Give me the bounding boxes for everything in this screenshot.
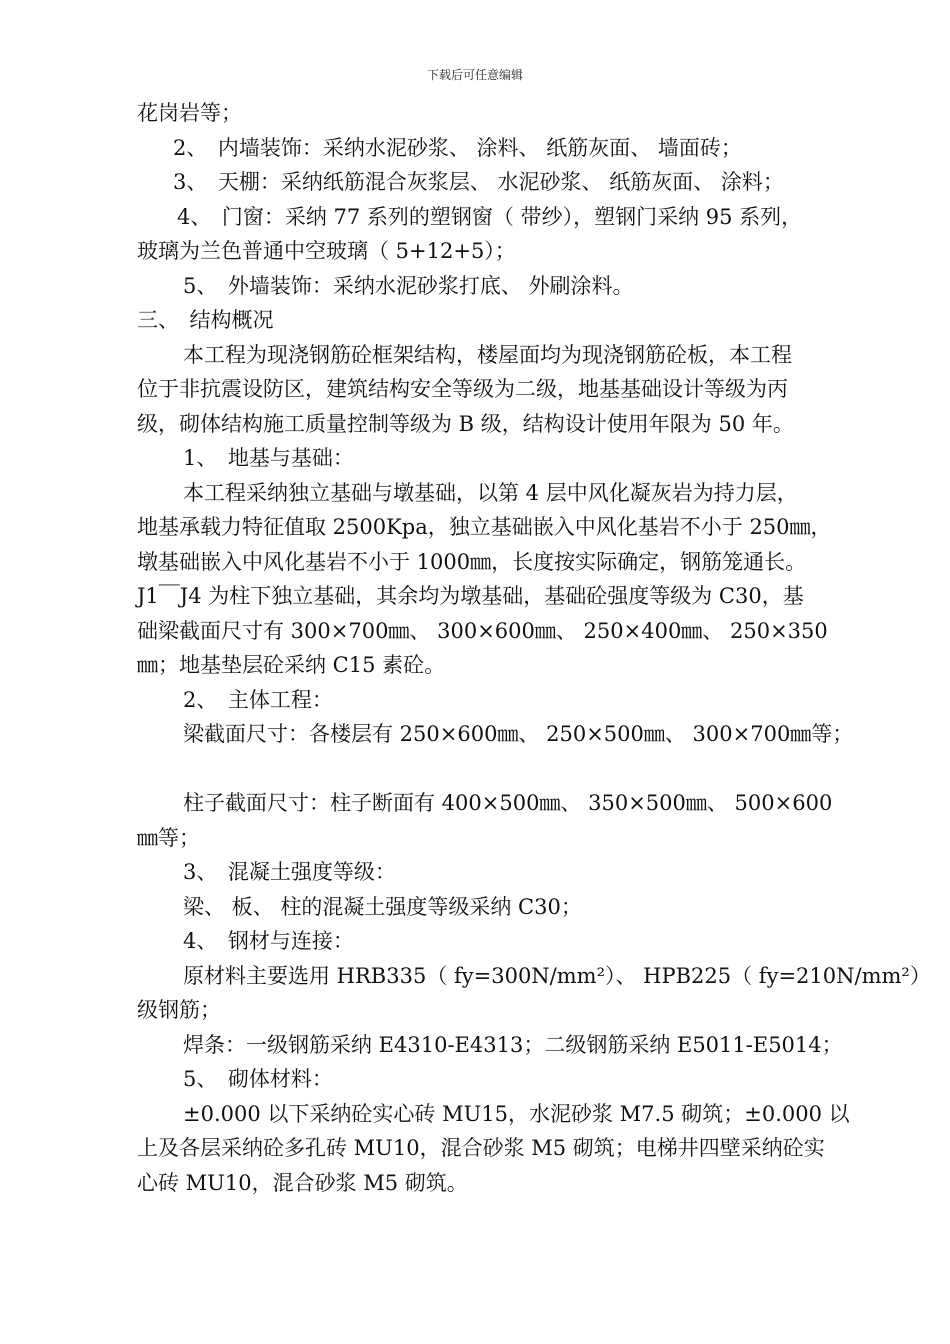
text-line: 心砖 MU10，混合砂浆 M5 砌筑。 (137, 1170, 468, 1195)
text-line: 地基承载力特征值取 2500Kpa，独立基础嵌入中风化基岩不小于 250㎜， (137, 515, 832, 539)
text-line: 本工程采纳独立基础与墩基础，以第 4 层中风化凝灰岩为持力层， (183, 480, 798, 505)
subsection-heading: 4、 钢材与连接： (183, 929, 354, 953)
text-line: ±0.000 以下采纳砼实心砖 MU15，水泥砂浆 M7.5 砌筑；±0.000 以 (183, 1101, 850, 1126)
text-line: ㎜；地基垫层砼采纳 C15 素砼。 (137, 653, 446, 677)
subsection-heading: 3、 混凝土强度等级： (183, 860, 396, 884)
document-body (137, 96, 931, 1200)
text-line: 本工程为现浇钢筋砼框架结构，楼屋面均为现浇钢筋砼板，本工程 (183, 342, 792, 367)
text-line: 柱子截面尺寸：柱子断面有 400×500㎜、 350×500㎜、 500×600 (183, 791, 833, 815)
text-line: ㎜等； (137, 825, 200, 850)
text-line: 3、 天棚：采纳纸筋混合灰浆层、 水泥砂浆、 纸筋灰面、 涂料； (173, 170, 784, 194)
subsection-heading: 1、 地基与基础： (183, 446, 354, 470)
text-line: 花岗岩等； (137, 101, 242, 125)
text-line: J1￣J4 为柱下独立基础，其余均为墩基础，基础砼强度等级为 C30，基 (137, 584, 804, 608)
text-line: 梁、 板、 柱的混凝土强度等级采纳 C30； (183, 894, 582, 919)
text-line: 玻璃为兰色普通中空玻璃（ 5+12+5）； (137, 239, 516, 263)
text-line: 位于非抗震设防区，建筑结构安全等级为二级，地基基础设计等级为丙 (137, 377, 788, 401)
page-header: 下载后可任意编辑 (426, 68, 523, 82)
subsection-heading: 5、 砌体材料： (183, 1067, 333, 1091)
text-line: 级钢筋； (137, 998, 221, 1022)
text-line: 2、 内墙装饰：采纳水泥砂浆、 涂料、 纸筋灰面、 墙面砖； (173, 135, 742, 160)
text-line: 级，砌体结构施工质量控制等级为 B 级，结构设计使用年限为 50 年。 (137, 411, 794, 436)
text-line: 础梁截面尺寸有 300×700㎜、 300×600㎜、 250×400㎜、 250×350 (137, 618, 828, 643)
subsection-heading: 2、 主体工程： (183, 687, 333, 712)
section-heading: 三、 结构概况 (137, 308, 274, 332)
text-line: 原材料主要选用 HRB335（ fy=300N/mm²）、 HPB225（ fy=210N/mm²） (183, 963, 931, 988)
text-line: 墩基础嵌入中风化基岩不小于 1000㎜，长度按实际确定，钢筋笼通长。 (137, 549, 807, 574)
text-line: 5、 外墙装饰：采纳水泥砂浆打底、 外刷涂料。 (183, 273, 634, 298)
text-line: 上及各层采纳砼多孔砖 MU10，混合砂浆 M5 砌筑；电梯井四壁采纳砼实 (137, 1136, 825, 1160)
text-line: 梁截面尺寸：各楼层有 250×600㎜、 250×500㎜、 300×700㎜等； (183, 722, 854, 746)
text-line: 4、 门窗：采纳 77 系列的塑钢窗（ 带纱），塑钢门采纳 95 系列， (177, 204, 803, 229)
text-line: 焊条：一级钢筋采纳 E4310-E4313；二级钢筋采纳 E5011-E5014； (183, 1032, 843, 1057)
blank-line (137, 752, 877, 787)
